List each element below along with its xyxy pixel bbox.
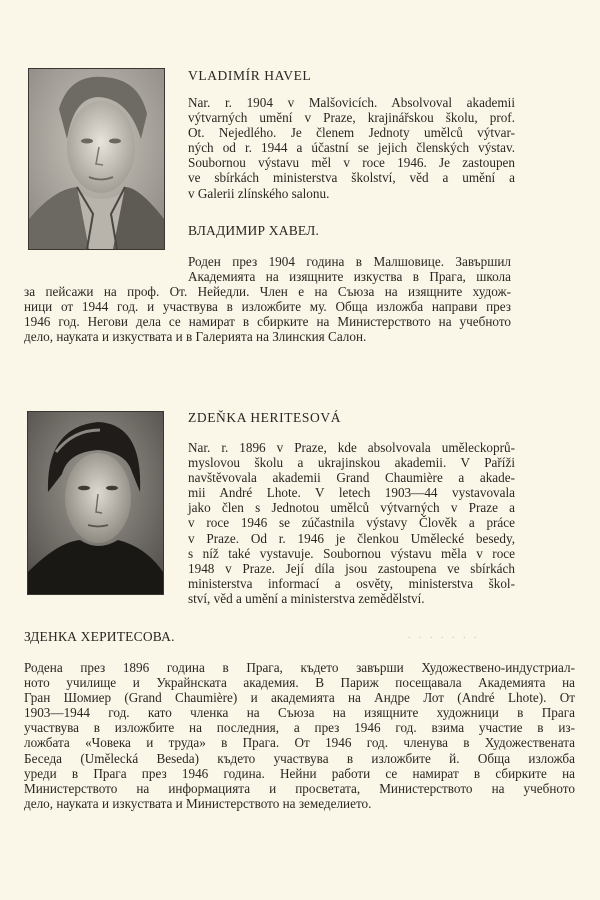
text-line: navštěvovala akademii Grand Chaumière a akade- bbox=[188, 470, 515, 486]
text-line: ложбата «Човека и труда» в Прага. От 1946 год. членува в Художествената bbox=[24, 735, 575, 751]
text-line: Soubornou výstavu měl v roce 1946. Je zastoupen bbox=[188, 155, 515, 171]
portrait-photo-heritesova bbox=[27, 411, 164, 595]
text-line: v roce 1946 se zúčastnila výstavy Člověk a práce bbox=[188, 515, 515, 531]
print-speckle: . . . . . . . bbox=[408, 630, 480, 641]
text-line: výtvarných umění v Praze, krajinářskou školu, prof. bbox=[188, 110, 515, 126]
text-line: jako člen s Jednotou umělců výtvarných v Praze a bbox=[188, 500, 515, 516]
artist-name-czech: ZDEŇKA HERITESOVÁ bbox=[188, 410, 342, 425]
text-line: ve sbírkách ministerstva školství, věd a umění a bbox=[188, 170, 515, 186]
text-line: Родена през 1896 година в Прага, където завърши Художествено-индустриал- bbox=[24, 660, 575, 675]
text-line: Беседа (Umělecká Beseda) където участвува в изложбите й. Обща изложба bbox=[24, 750, 575, 766]
biography-bulgarian bbox=[24, 660, 575, 811]
portrait-image-heritesova bbox=[28, 412, 163, 594]
text-line: ství, věd a umění a ministerstva zemědělství. bbox=[188, 590, 425, 606]
text-line: уреди в Прага през 1946 година. Нейни работи се намират в сбирките на bbox=[24, 765, 575, 781]
biography-czech bbox=[188, 440, 515, 606]
text-line: 1948 v Praze. Její díla jsou zastoupena ve sbírkách bbox=[188, 560, 515, 576]
text-line: myslovou školu a ukrajinskou akademii. V Paříži bbox=[188, 455, 515, 471]
portrait-image-havel bbox=[29, 69, 164, 249]
text-line: ници от 1944 год. и участвува в изложбите му. Обща изложба направи през bbox=[24, 299, 511, 315]
text-line: Гран Шомиер (Grand Chaumière) и академията на Андре Лот (André Lhote). От bbox=[24, 690, 575, 706]
text-line: v Galerii zlínského salonu. bbox=[188, 185, 330, 201]
text-line: Академията на изящните изкуства в Прага, школа bbox=[188, 269, 511, 285]
text-line: дело, науката и изкуствата и в Галерията на Злинския Салон. bbox=[24, 329, 367, 345]
text-line: Роден през 1904 година в Малшовице. Завършил bbox=[188, 254, 511, 269]
text-line: v Praze. Od r. 1946 je členkou Umělecké besedy, bbox=[188, 530, 515, 546]
text-line: 1946 год. Негови дела се намират в сбирките на Министерството на учебното bbox=[24, 314, 511, 330]
text-line: Министерството на информацията и просветата, Министерството на учебното bbox=[24, 780, 575, 796]
biography-czech bbox=[188, 95, 515, 201]
text-line: ното училище и Украйнската академия. В Париж посещавала Академията на bbox=[24, 675, 575, 691]
artist-name-bulgarian: ЗДЕНКА ХЕРИТЕСОВА. bbox=[24, 629, 175, 644]
artist-name-bulgarian: ВЛАДИМИР ХАВЕЛ. bbox=[188, 223, 320, 238]
text-line: ministerstva informací a osvěty, ministerstva škol- bbox=[188, 575, 515, 591]
text-line: за пейсажи на проф. От. Нейедли. Член е на Съюза на изящните худож- bbox=[24, 284, 511, 299]
text-line: Nar. r. 1896 v Praze, kde absolvovala uměleckoprů- bbox=[188, 440, 515, 455]
artist-name-czech: VLADIMÍR HAVEL bbox=[188, 68, 312, 83]
biography-bulgarian-indented bbox=[188, 254, 511, 284]
text-line: Ot. Nejedlého. Je členem Jednoty umělců výtvar- bbox=[188, 125, 515, 141]
text-line: участвува в изложбите на последния, а през 1946 год. взима участие в из- bbox=[24, 720, 575, 736]
text-line: s níž také vystavuje. Soubornou výstavu měla v roce bbox=[188, 545, 515, 561]
text-line: дело, науката и изкуствата и Министерството на земеделието. bbox=[24, 795, 372, 811]
text-line: Nar. r. 1904 v Malšovicích. Absolvoval akademii bbox=[188, 95, 515, 110]
text-line: 1903—1944 год. като членка на Съюза на изящните художници в Прага bbox=[24, 705, 575, 721]
biography-bulgarian bbox=[24, 284, 511, 344]
text-line: ných od r. 1944 a účastní se jejich členských výstav. bbox=[188, 140, 515, 156]
text-line: mii André Lhote. V letech 1903—44 vystavovala bbox=[188, 485, 515, 501]
portrait-photo-havel bbox=[28, 68, 165, 250]
